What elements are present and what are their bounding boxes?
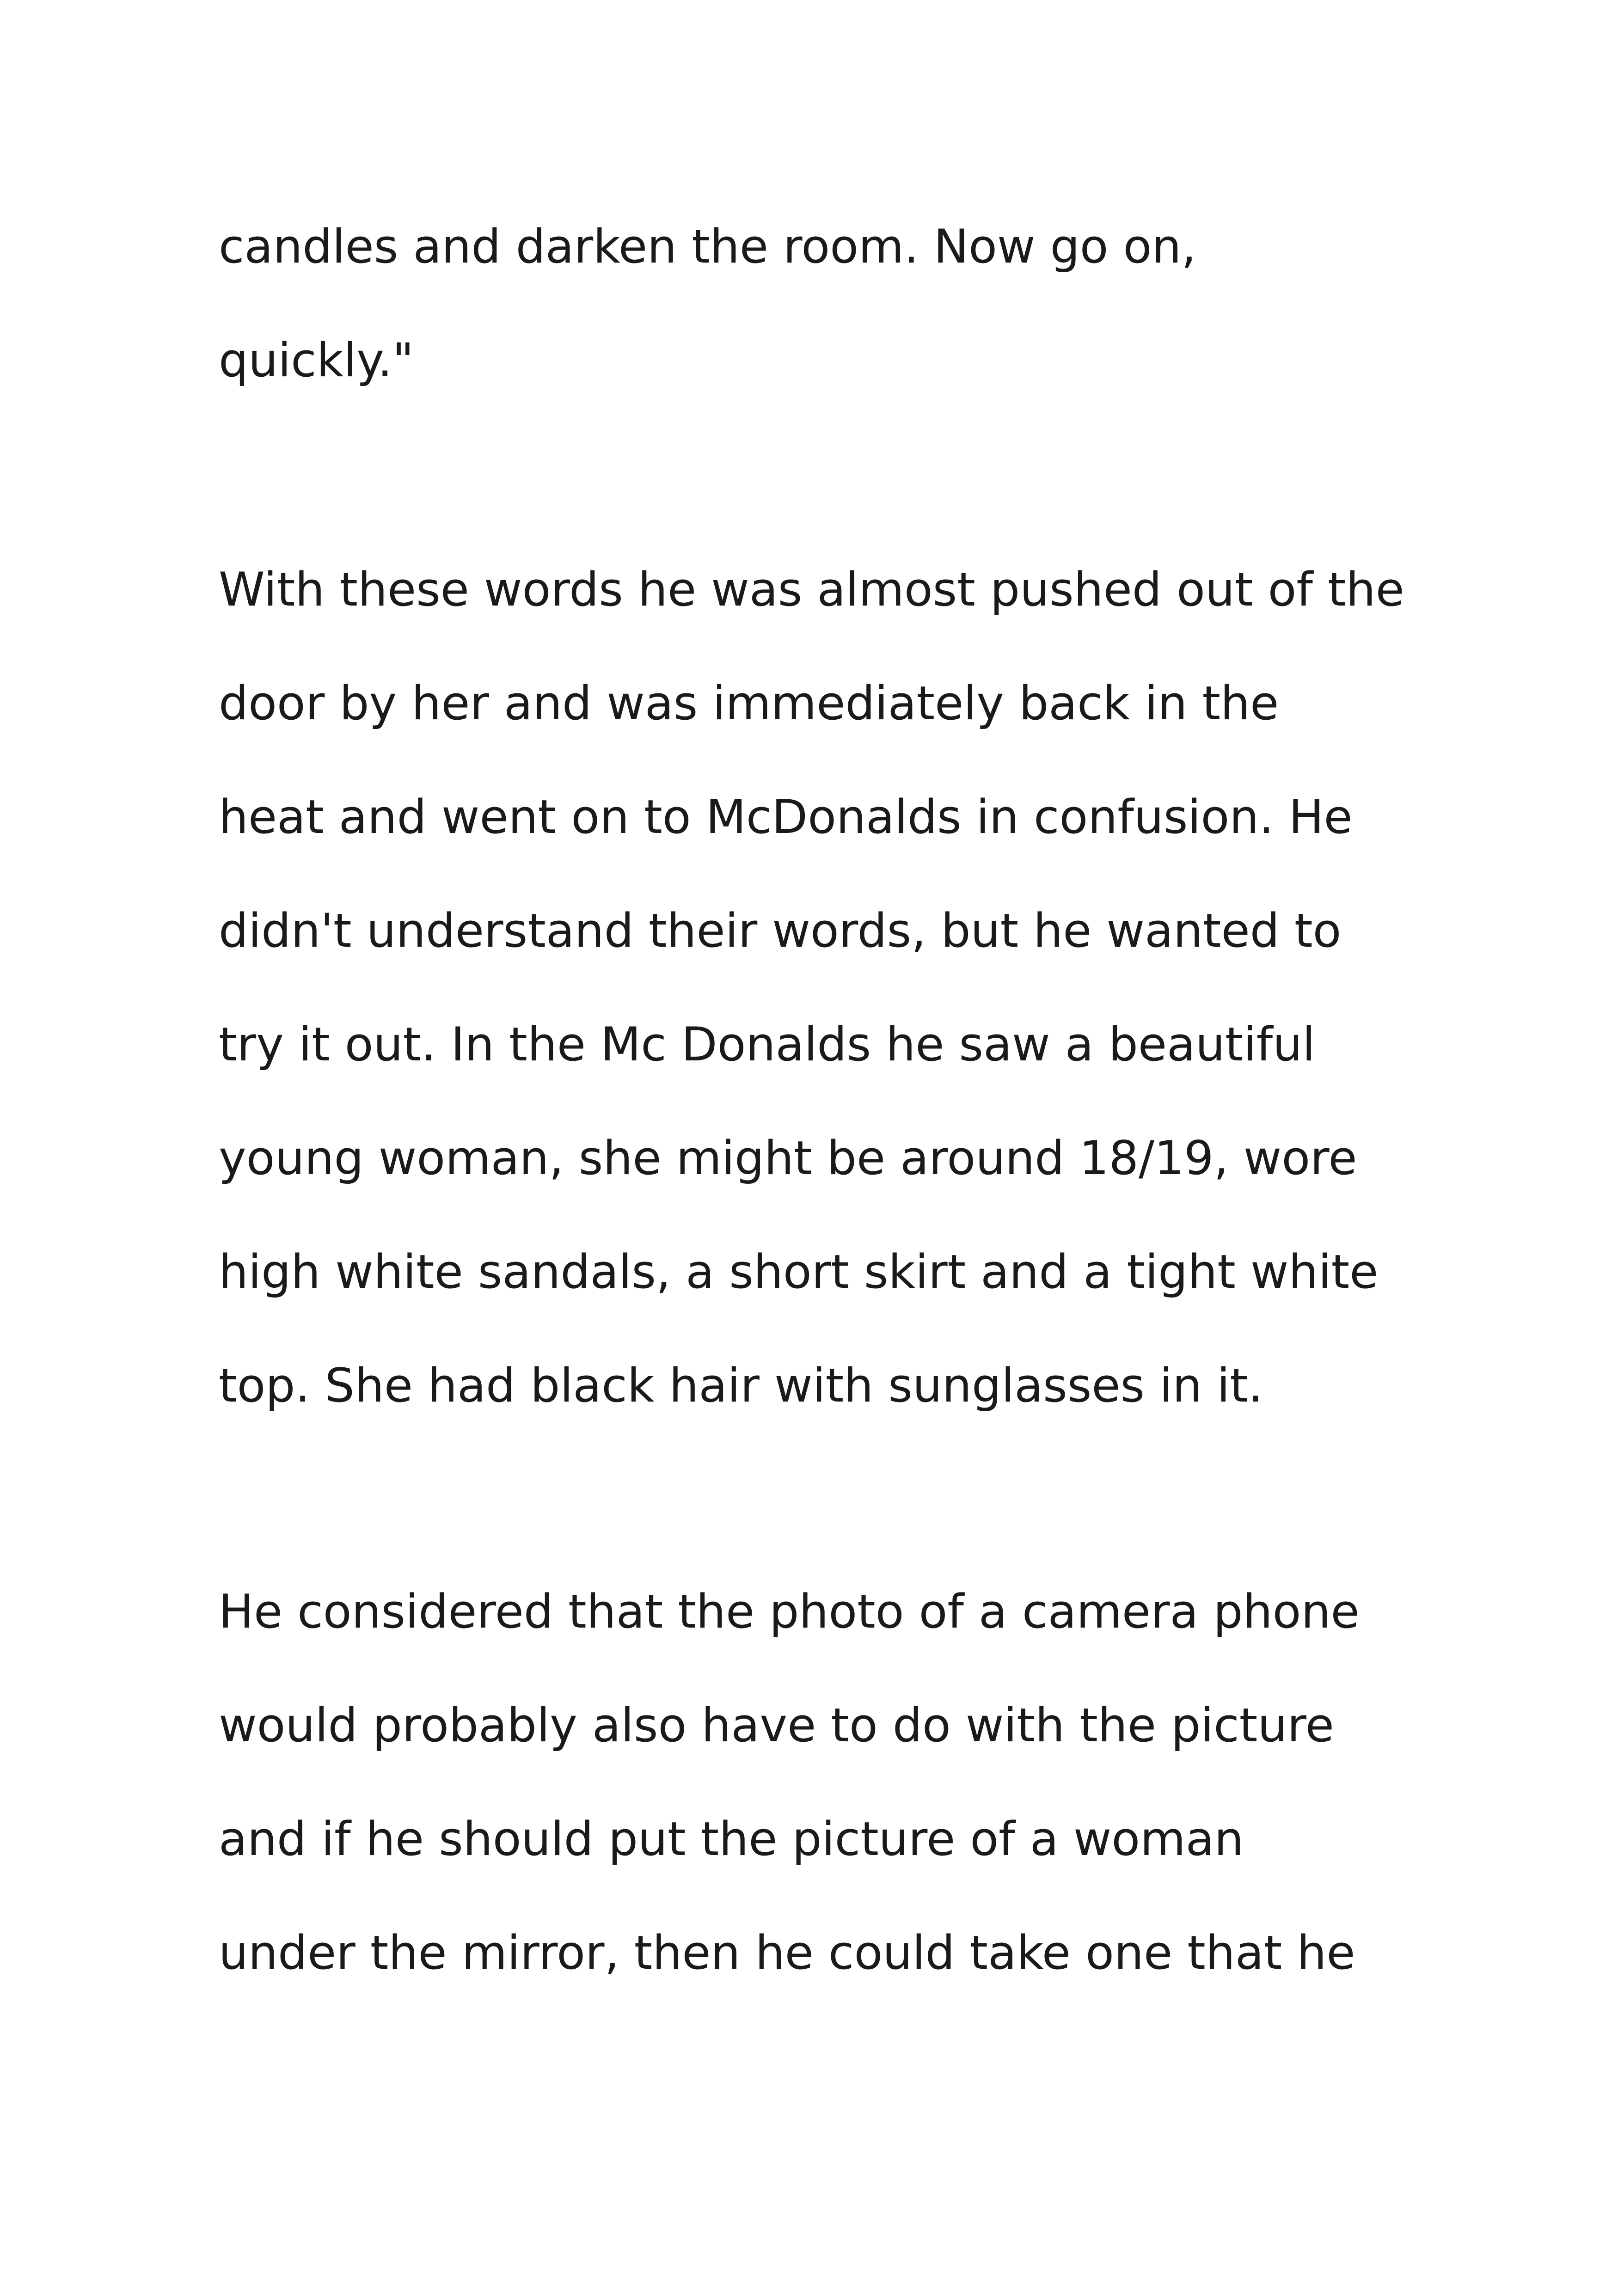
text-line: He considered that the photo of a camera phone	[219, 1584, 1360, 1639]
text-line: high white sandals, a short skirt and a tight white	[219, 1244, 1379, 1299]
text-line: candles and darken the room. Now go on,	[219, 219, 1196, 274]
text-line: young woman, she might be around 18/19, wore	[219, 1131, 1357, 1185]
text-line: under the mirror, then he could take one that he	[219, 1925, 1355, 1980]
text-line: didn't understand their words, but he wanted to	[219, 903, 1342, 958]
text-line: With these words he was almost pushed out of the	[219, 562, 1404, 617]
text-line: quickly."	[219, 333, 414, 387]
text-line: would probably also have to do with the picture	[219, 1698, 1334, 1752]
text-line: and if he should put the picture of a woman	[219, 1812, 1244, 1866]
text-line: try it out. In the Mc Donalds he saw a beautiful	[219, 1017, 1316, 1071]
text-line: top. She had black hair with sunglasses in it.	[219, 1358, 1263, 1413]
text-line: door by her and was immediately back in the	[219, 676, 1279, 730]
text-line: heat and went on to McDonalds in confusion. He	[219, 790, 1353, 844]
